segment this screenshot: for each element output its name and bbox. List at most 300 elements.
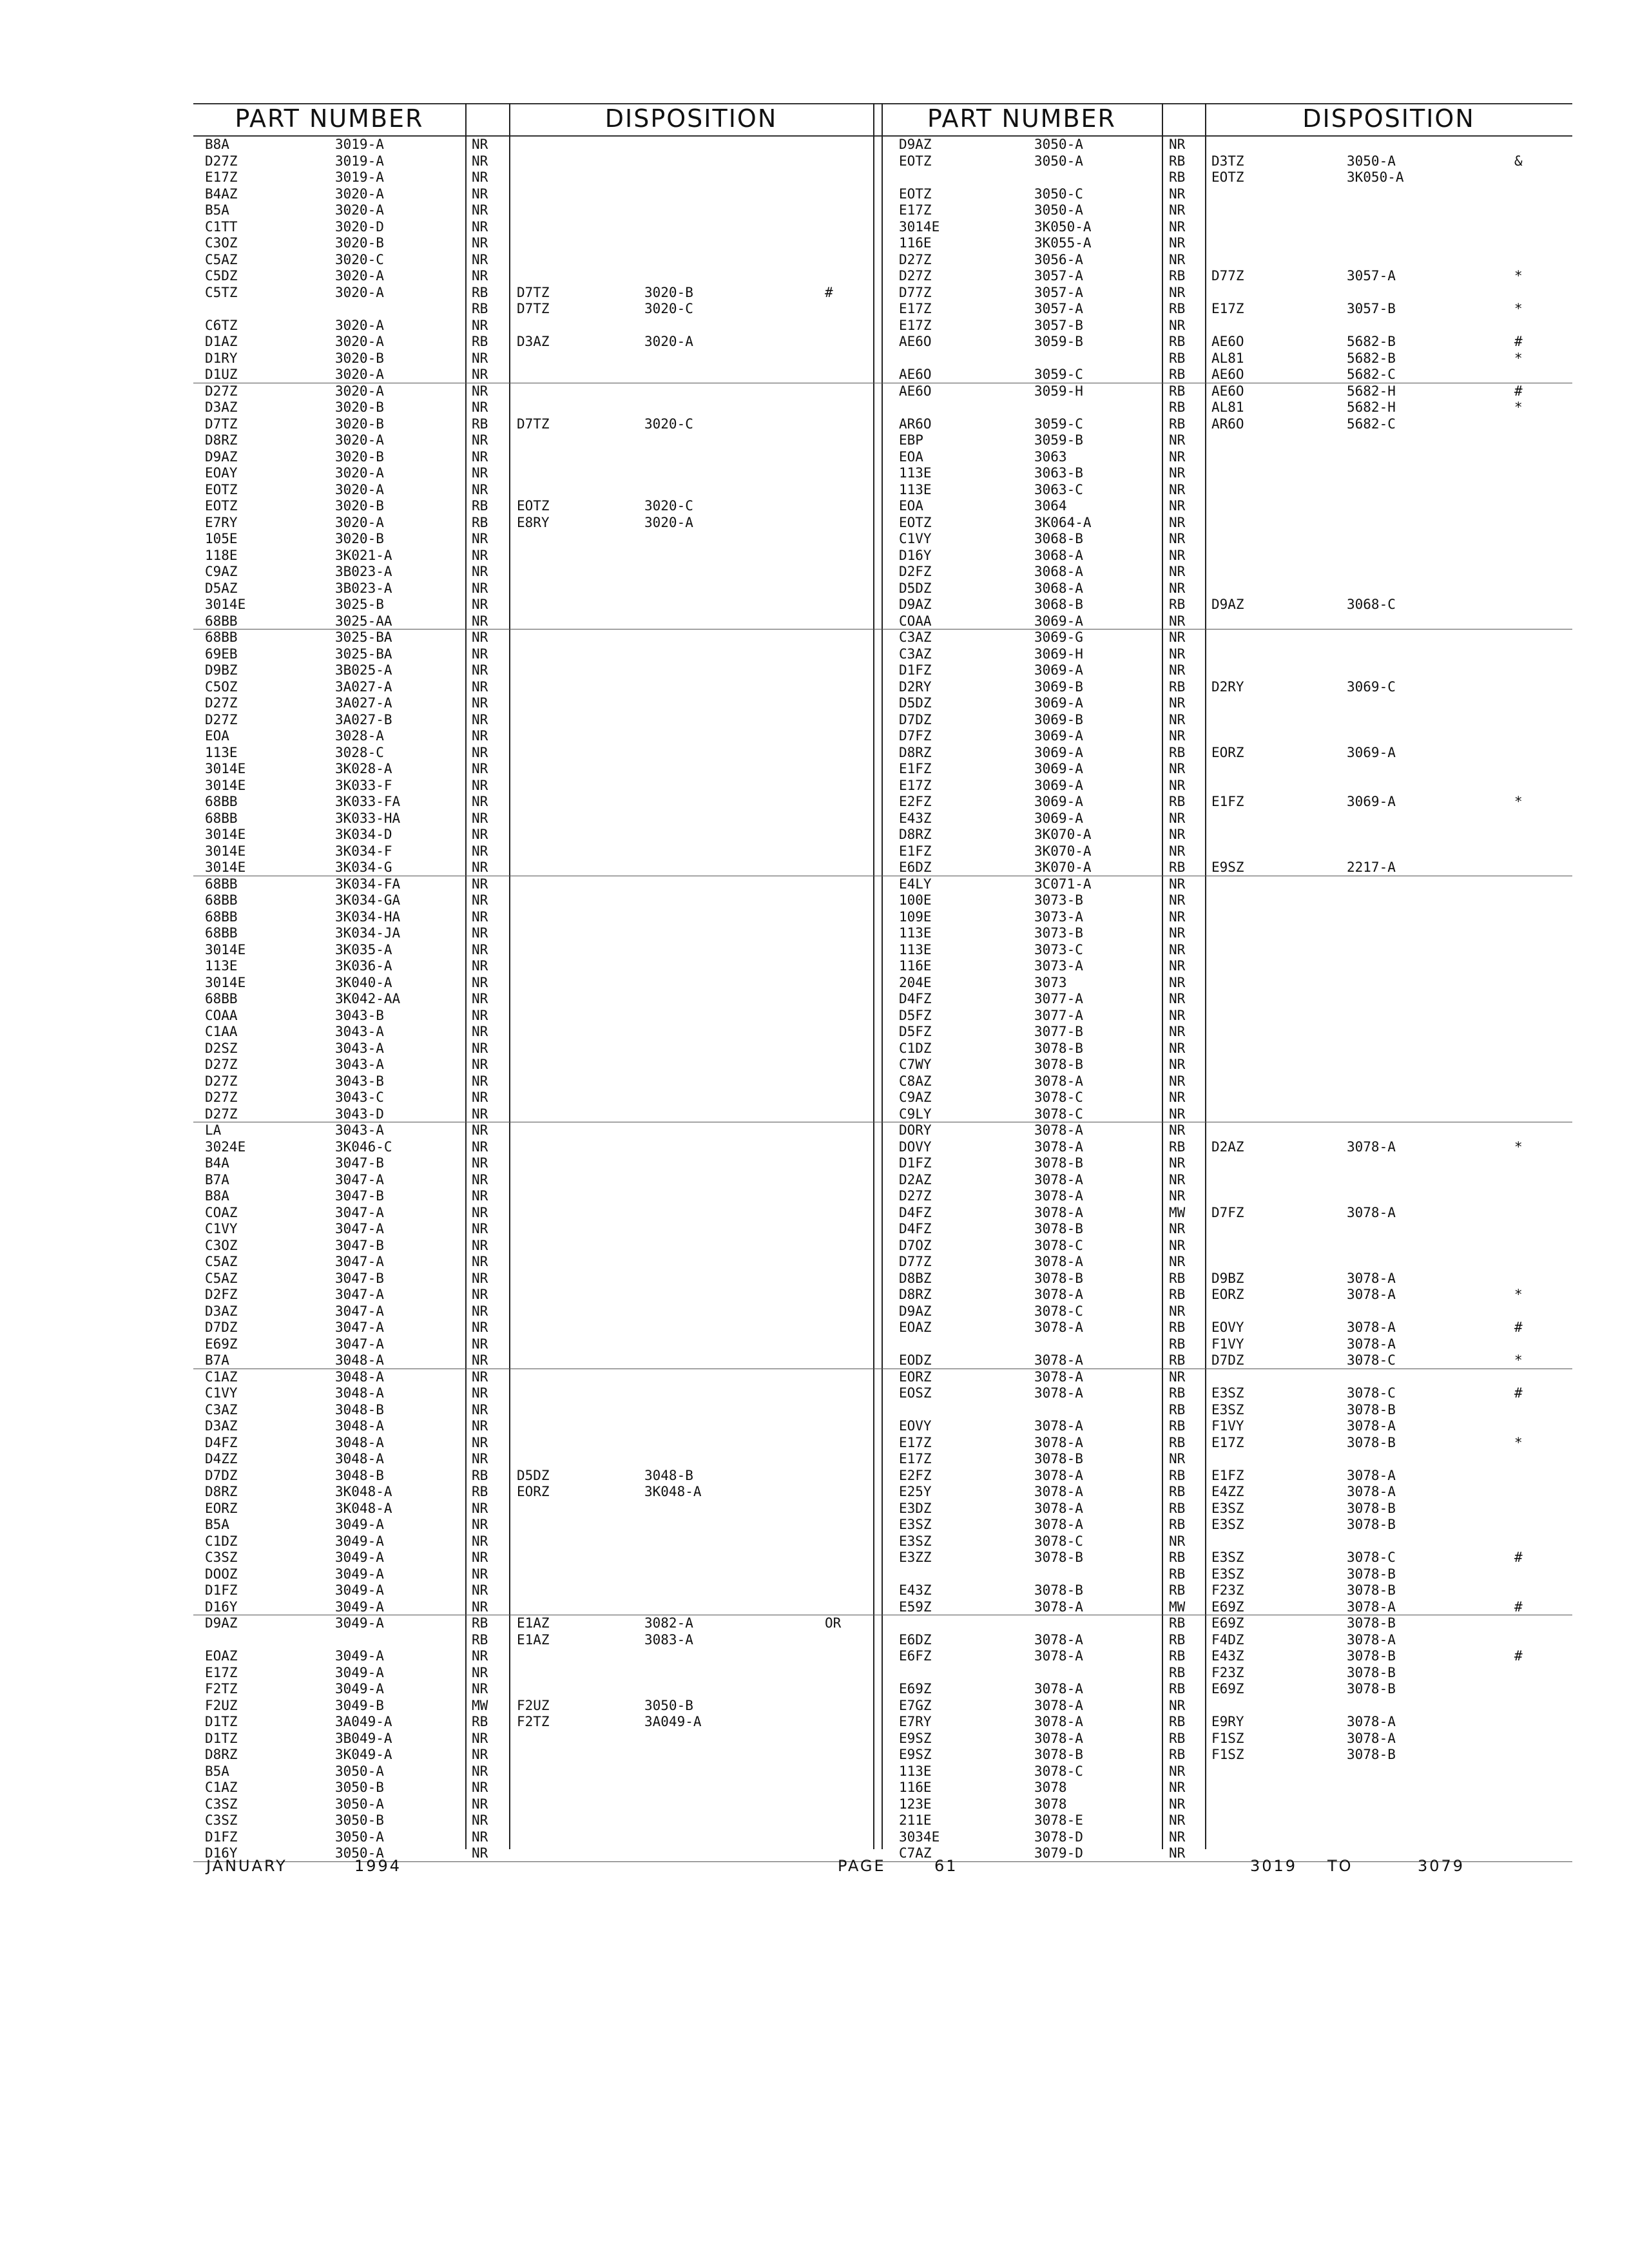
part-suffix-left: 3049-B [335,1697,384,1713]
part-suffix-right: 3K070-A [1034,827,1092,842]
part-suffix-left: 3048-A [335,1418,384,1434]
part-suffix-left: 3050-A [335,1845,384,1861]
part-suffix-left: 3049-A [335,1550,384,1565]
part-number-left: D27Z [205,711,238,727]
part-suffix-right: 3059-B [1034,432,1083,448]
table-body [193,137,1572,1862]
disposition-code-right: NR [1169,1780,1186,1795]
part-suffix-right: 3073-A [1034,958,1083,974]
part-suffix-left: 3028-C [335,744,384,760]
disposition-code-left: NR [472,827,488,842]
part-suffix-left: 3020-A [335,514,384,530]
part-number-left: D5AZ [205,580,238,596]
replacement-prefix-right: D2RY [1211,678,1244,695]
part-number-left: 68BB [205,991,238,1006]
disposition-code-left: NR [472,646,488,662]
disposition-code-right: NR [1169,1188,1186,1204]
part-number-left: C5OZ [205,678,238,695]
table-row [193,1796,1572,1813]
part-suffix-right: 3078-B [1034,1747,1083,1762]
part-number-left: D1AZ [205,334,238,349]
part-suffix-right: 3078-A [1034,1073,1083,1089]
table-row [193,465,1572,482]
part-number-left: D7TZ [205,416,238,432]
part-suffix-right: 3078-A [1034,1631,1083,1648]
disposition-code-right: RB [1169,1681,1186,1696]
replacement-prefix-right: E1FZ [1211,1467,1244,1483]
disposition-code-right: RB [1169,1401,1186,1418]
part-suffix-right: 3078 [1034,1780,1067,1795]
part-suffix-left: 3047-B [335,1188,384,1204]
disposition-code-left: NR [472,843,488,859]
disposition-code-left: NR [472,448,488,465]
part-number-left: LA [205,1122,222,1138]
disposition-code-left: NR [472,1796,488,1812]
part-suffix-left: 3048-A [335,1385,384,1401]
part-suffix-left: 3049-A [335,1582,384,1598]
part-number-left: F2UZ [205,1697,238,1713]
part-suffix-right: 3078-A [1034,1122,1083,1138]
table-row [193,1106,1572,1123]
part-suffix-right: 3078-A [1034,1352,1083,1368]
part-suffix-left: 3020-C [335,251,384,267]
disposition-code-right: NR [1169,1303,1186,1319]
replacement-prefix-left: F2TZ [517,1714,550,1729]
disposition-code-left: NR [472,678,488,695]
part-suffix-right: 3078-B [1034,1040,1083,1056]
part-suffix-left: 3025-BA [335,629,392,645]
table-row [193,482,1572,499]
part-suffix-left: 3020-A [335,334,384,349]
replacement-prefix-right: E3SZ [1211,1401,1244,1418]
part-suffix-right: 3078-A [1034,1188,1083,1204]
part-number-left: D1FZ [205,1829,238,1845]
part-number-left: D1UZ [205,367,238,382]
disposition-code-left: NR [472,1320,488,1335]
table-row [193,613,1572,630]
note-mark-right: # [1514,334,1523,349]
part-number-left: 113E [205,958,238,974]
part-suffix-right: 3073-B [1034,892,1083,908]
part-number-left: EOAZ [205,1648,238,1664]
part-suffix-left: 3047-A [335,1336,384,1352]
disposition-code-left: NR [472,1254,488,1269]
part-suffix-right: 3077-A [1034,991,1083,1006]
part-suffix-right: 3078-A [1034,1697,1083,1713]
disposition-code-left: NR [472,794,488,809]
part-suffix-left: 3B025-A [335,662,392,678]
replacement-number-left: 3082-A [644,1615,693,1631]
replacement-number-right: 3069-A [1347,744,1396,760]
part-number-right: 113E [899,481,932,497]
table-row [193,285,1572,302]
table-row [193,1681,1572,1698]
part-suffix-left: 3043-B [335,1073,384,1089]
part-number-right: 211E [899,1812,932,1828]
part-suffix-right: 3057-B [1034,317,1083,333]
part-number-left: D2SZ [205,1040,238,1056]
part-number-left: DOOZ [205,1566,238,1582]
replacement-number-right: 3078-C [1347,1352,1396,1368]
disposition-code-right: RB [1169,153,1186,169]
part-number-left: C1DZ [205,1533,238,1549]
part-suffix-left: 3050-A [335,1763,384,1779]
part-number-right: AE6O [899,383,932,399]
disposition-code-right: NR [1169,432,1186,448]
part-number-right: EOAZ [899,1320,932,1335]
part-number-left: C1VY [205,1221,238,1236]
disposition-code-right: NR [1169,564,1186,579]
part-number-left: B5A [205,202,229,218]
part-number-left: C3OZ [205,235,238,251]
part-number-right: E3ZZ [899,1550,932,1565]
note-mark-left: OR [825,1615,842,1631]
replacement-prefix-right: E43Z [1211,1648,1244,1664]
replacement-number-right: 3078-B [1347,1582,1396,1598]
disposition-code-right: NR [1169,711,1186,727]
table-row [193,252,1572,269]
table-row [193,942,1572,959]
footer-month: JANUARY [206,1857,287,1875]
part-suffix-left: 3043-A [335,1024,384,1039]
part-number-right: E7RY [899,1714,932,1729]
part-number-left: C5AZ [205,1270,238,1286]
part-suffix-right: 3059-C [1034,416,1083,432]
part-suffix-left: 3K048-A [335,1484,392,1499]
note-mark-right: # [1514,1385,1523,1401]
disposition-code-right: NR [1169,498,1186,514]
replacement-number-right: 3078-B [1347,1434,1396,1450]
disposition-code-left: NR [472,1566,488,1582]
part-number-right: D27Z [899,251,932,267]
replacement-number-right: 3068-C [1347,597,1396,612]
part-suffix-right: 3050-A [1034,153,1083,169]
table-row [193,975,1572,992]
part-suffix-right: 3078-A [1034,1730,1083,1746]
disposition-code-right: NR [1169,695,1186,711]
part-number-left: D7DZ [205,1467,238,1483]
replacement-prefix-right: D77Z [1211,268,1244,284]
disposition-code-left: NR [472,383,488,399]
part-suffix-left: 3020-A [335,186,384,202]
replacement-number-left: 3020-C [644,498,693,514]
part-number-right: 109E [899,908,932,925]
replacement-prefix-right: F4DZ [1211,1631,1244,1648]
part-number-right: 116E [899,235,932,251]
part-number-right: D4FZ [899,991,932,1006]
table-row [193,1599,1572,1616]
part-number-right: EOSZ [899,1385,932,1401]
table-row [193,1698,1572,1715]
part-suffix-right: 3078-A [1034,1369,1083,1385]
table-row [193,1369,1572,1386]
disposition-code-right: NR [1169,1812,1186,1828]
part-suffix-right: 3078-A [1034,1714,1083,1729]
part-number-left: C3AZ [205,1401,238,1418]
part-number-left: 68BB [205,629,238,645]
replacement-number-left: 3048-B [644,1467,693,1483]
part-suffix-left: 3049-A [335,1517,384,1532]
part-suffix-left: 3020-B [335,531,384,546]
part-suffix-left: 3020-A [335,432,384,448]
part-number-left: E17Z [205,1664,238,1680]
disposition-code-left: NR [472,1763,488,1779]
table-row [193,1254,1572,1271]
table-row [193,892,1572,909]
part-suffix-right: 3069-A [1034,794,1083,809]
part-number-right: COAA [899,613,932,629]
part-number-left: 118E [205,547,238,563]
replacement-prefix-right: E17Z [1211,301,1244,316]
disposition-code-right: RB [1169,1566,1186,1582]
disposition-code-right: NR [1169,629,1186,645]
table-row [193,1336,1572,1353]
part-number-right: D27Z [899,1188,932,1204]
part-number-right: D2AZ [899,1171,932,1187]
replacement-number-left: 3050-B [644,1697,693,1713]
part-suffix-left: 3028-A [335,728,384,744]
part-number-left: 68BB [205,892,238,908]
disposition-code-left: RB [472,1484,488,1499]
disposition-code-left: NR [472,153,488,169]
replacement-number-right: 3078-A [1347,1599,1396,1615]
part-suffix-right: 3078-E [1034,1812,1083,1828]
disposition-code-left: NR [472,1385,488,1401]
replacement-prefix-right: AE6O [1211,367,1244,382]
disposition-code-left: RB [472,416,488,432]
disposition-code-right: RB [1169,1648,1186,1664]
part-suffix-left: 3047-A [335,1303,384,1319]
part-suffix-right: 3069-A [1034,695,1083,711]
replacement-number-right: 3078-B [1347,1747,1396,1762]
part-suffix-right: 3078-C [1034,1763,1083,1779]
disposition-code-right: RB [1169,399,1186,415]
part-suffix-right: 3078-A [1034,1467,1083,1483]
replacement-prefix-left: D7TZ [517,284,550,300]
disposition-code-left: NR [472,876,488,892]
replacement-prefix-right: E3SZ [1211,1517,1244,1532]
replacement-number-right: 3078-B [1347,1615,1396,1631]
disposition-code-left: NR [472,547,488,563]
replacement-prefix-right: E3SZ [1211,1566,1244,1582]
table-row [193,1271,1572,1287]
disposition-code-left: RB [472,284,488,300]
part-number-left: C3OZ [205,1237,238,1253]
part-suffix-right: 3079-D [1034,1845,1083,1861]
table-row [193,1468,1572,1485]
part-suffix-right: 3078-C [1034,1237,1083,1253]
disposition-code-left: NR [472,580,488,596]
part-number-right: E6DZ [899,1631,932,1648]
table-row [193,351,1572,367]
part-number-right: AE6O [899,367,932,382]
part-number-right: EBP [899,432,923,448]
disposition-code-right: NR [1169,1697,1186,1713]
part-number-left: B4A [205,1155,229,1171]
table-row [193,1615,1572,1632]
part-number-left: 113E [205,744,238,760]
disposition-code-left: NR [472,350,488,366]
table-row [193,811,1572,827]
disposition-code-right: NR [1169,876,1186,892]
part-suffix-right: 3068-B [1034,531,1083,546]
part-number-right: D16Y [899,547,932,563]
table-row [193,1172,1572,1189]
disposition-code-right: RB [1169,1517,1186,1532]
disposition-code-right: RB [1169,1747,1186,1762]
replacement-number-right: 3078-B [1347,1664,1396,1680]
part-number-right: EOA [899,448,923,465]
table-row [193,646,1572,663]
replacement-number-right: 3078-A [1347,1204,1396,1220]
disposition-code-right: NR [1169,892,1186,908]
part-suffix-left: 3020-A [335,317,384,333]
replacement-number-left: 3083-A [644,1631,693,1648]
table-row [193,843,1572,860]
disposition-code-left: NR [472,137,488,152]
replacement-number-right: 5682-H [1347,399,1396,415]
part-number-left: B7A [205,1171,229,1187]
replacement-prefix-left: EOTZ [517,498,550,514]
replacement-prefix-right: AR6O [1211,416,1244,432]
disposition-code-right: RB [1169,678,1186,695]
disposition-code-left: NR [472,958,488,974]
part-suffix-left: 3020-B [335,350,384,366]
part-number-right: D77Z [899,284,932,300]
part-number-right: D9AZ [899,1303,932,1319]
replacement-number-right: 3069-C [1347,678,1396,695]
footer-year: 1994 [354,1857,402,1875]
disposition-code-right: NR [1169,284,1186,300]
replacement-number-left: 3020-C [644,301,693,316]
part-suffix-right: 3073-C [1034,941,1083,957]
part-number-right: 116E [899,958,932,974]
part-suffix-right: 3078-A [1034,1517,1083,1532]
part-suffix-right: 3069-A [1034,777,1083,793]
replacement-prefix-right: D2AZ [1211,1139,1244,1155]
part-number-right: D2RY [899,678,932,695]
disposition-code-left: NR [472,1287,488,1302]
part-suffix-right: 3069-B [1034,678,1083,695]
part-suffix-left: 3047-A [335,1320,384,1335]
note-mark-right: * [1514,301,1523,316]
part-suffix-right: 3078-A [1034,1204,1083,1220]
disposition-code-right: RB [1169,301,1186,316]
part-number-right: EOTZ [899,153,932,169]
disposition-code-left: NR [472,1681,488,1696]
part-number-right: 100E [899,892,932,908]
table-row [193,1501,1572,1517]
part-suffix-left: 3047-A [335,1254,384,1269]
disposition-code-left: NR [472,1747,488,1762]
part-suffix-right: 3078-B [1034,1582,1083,1598]
replacement-number-right: 3078-B [1347,1681,1396,1696]
part-number-left: D3AZ [205,1303,238,1319]
part-number-left: D16Y [205,1599,238,1615]
table-row [193,1073,1572,1090]
part-number-left: D27Z [205,383,238,399]
table-row [193,334,1572,351]
replacement-prefix-right: D9BZ [1211,1270,1244,1286]
replacement-prefix-left: D7TZ [517,301,550,316]
replacement-number-right: 3057-B [1347,301,1396,316]
table-row [193,1550,1572,1566]
part-suffix-right: 3073-B [1034,925,1083,941]
part-number-left: EORZ [205,1500,238,1516]
table-row [193,1402,1572,1419]
replacement-prefix-right: F1VY [1211,1336,1244,1352]
part-number-left: E17Z [205,169,238,185]
replacement-number-right: 5682-C [1347,416,1396,432]
part-number-right: E3DZ [899,1500,932,1516]
part-suffix-right: 3069-A [1034,761,1083,776]
part-number-left: D8RZ [205,1747,238,1762]
part-number-left: EOA [205,728,229,744]
part-number-left: D8RZ [205,432,238,448]
table-row [193,958,1572,975]
part-number-left: C1TT [205,218,238,235]
disposition-code-left: MW [472,1697,488,1713]
part-number-left: D3AZ [205,399,238,415]
part-number-right: E43Z [899,810,932,826]
part-suffix-left: 3K048-A [335,1500,392,1516]
part-suffix-left: 3043-A [335,1057,384,1072]
part-number-right: D1FZ [899,662,932,678]
table-row [193,1352,1572,1369]
replacement-number-right: 3069-A [1347,794,1396,809]
disposition-code-left: NR [472,1582,488,1598]
disposition-code-right: RB [1169,350,1186,366]
table-row [193,1763,1572,1780]
part-number-right: EOVY [899,1418,932,1434]
note-mark-right: * [1514,1434,1523,1450]
part-number-left: C5TZ [205,284,238,300]
part-suffix-right: 3078-A [1034,1648,1083,1664]
part-suffix-right: 3078-C [1034,1106,1083,1122]
part-suffix-left: 3050-A [335,1796,384,1812]
disposition-code-left: NR [472,892,488,908]
note-mark-right: # [1514,383,1523,399]
part-number-right: C9AZ [899,1090,932,1105]
part-suffix-left: 3019-A [335,169,384,185]
part-suffix-left: 3049-A [335,1599,384,1615]
part-number-right: D7FZ [899,728,932,744]
disposition-code-right: NR [1169,186,1186,202]
part-number-right: E17Z [899,777,932,793]
table-row [193,1188,1572,1205]
table-row [193,531,1572,548]
replacement-number-right: 3078-B [1347,1517,1396,1532]
part-suffix-right: 3077-B [1034,1024,1083,1039]
part-number-header-left: PART NUMBER [235,104,424,133]
part-suffix-left: 3050-B [335,1812,384,1828]
part-suffix-right: 3068-A [1034,580,1083,596]
part-suffix-left: 3047-B [335,1237,384,1253]
part-number-right: E3SZ [899,1517,932,1532]
table-row [193,1665,1572,1682]
disposition-code-right: RB [1169,383,1186,399]
disposition-code-left: NR [472,1040,488,1056]
note-mark-right: # [1514,1648,1523,1664]
part-suffix-right: 3057-A [1034,284,1083,300]
part-suffix-left: 3B023-A [335,564,392,579]
part-suffix-right: 3069-A [1034,613,1083,629]
table-row [193,629,1572,646]
replacement-number-right: 3078-B [1347,1401,1396,1418]
disposition-code-right: NR [1169,448,1186,465]
disposition-code-right: NR [1169,761,1186,776]
table-row [193,1238,1572,1254]
